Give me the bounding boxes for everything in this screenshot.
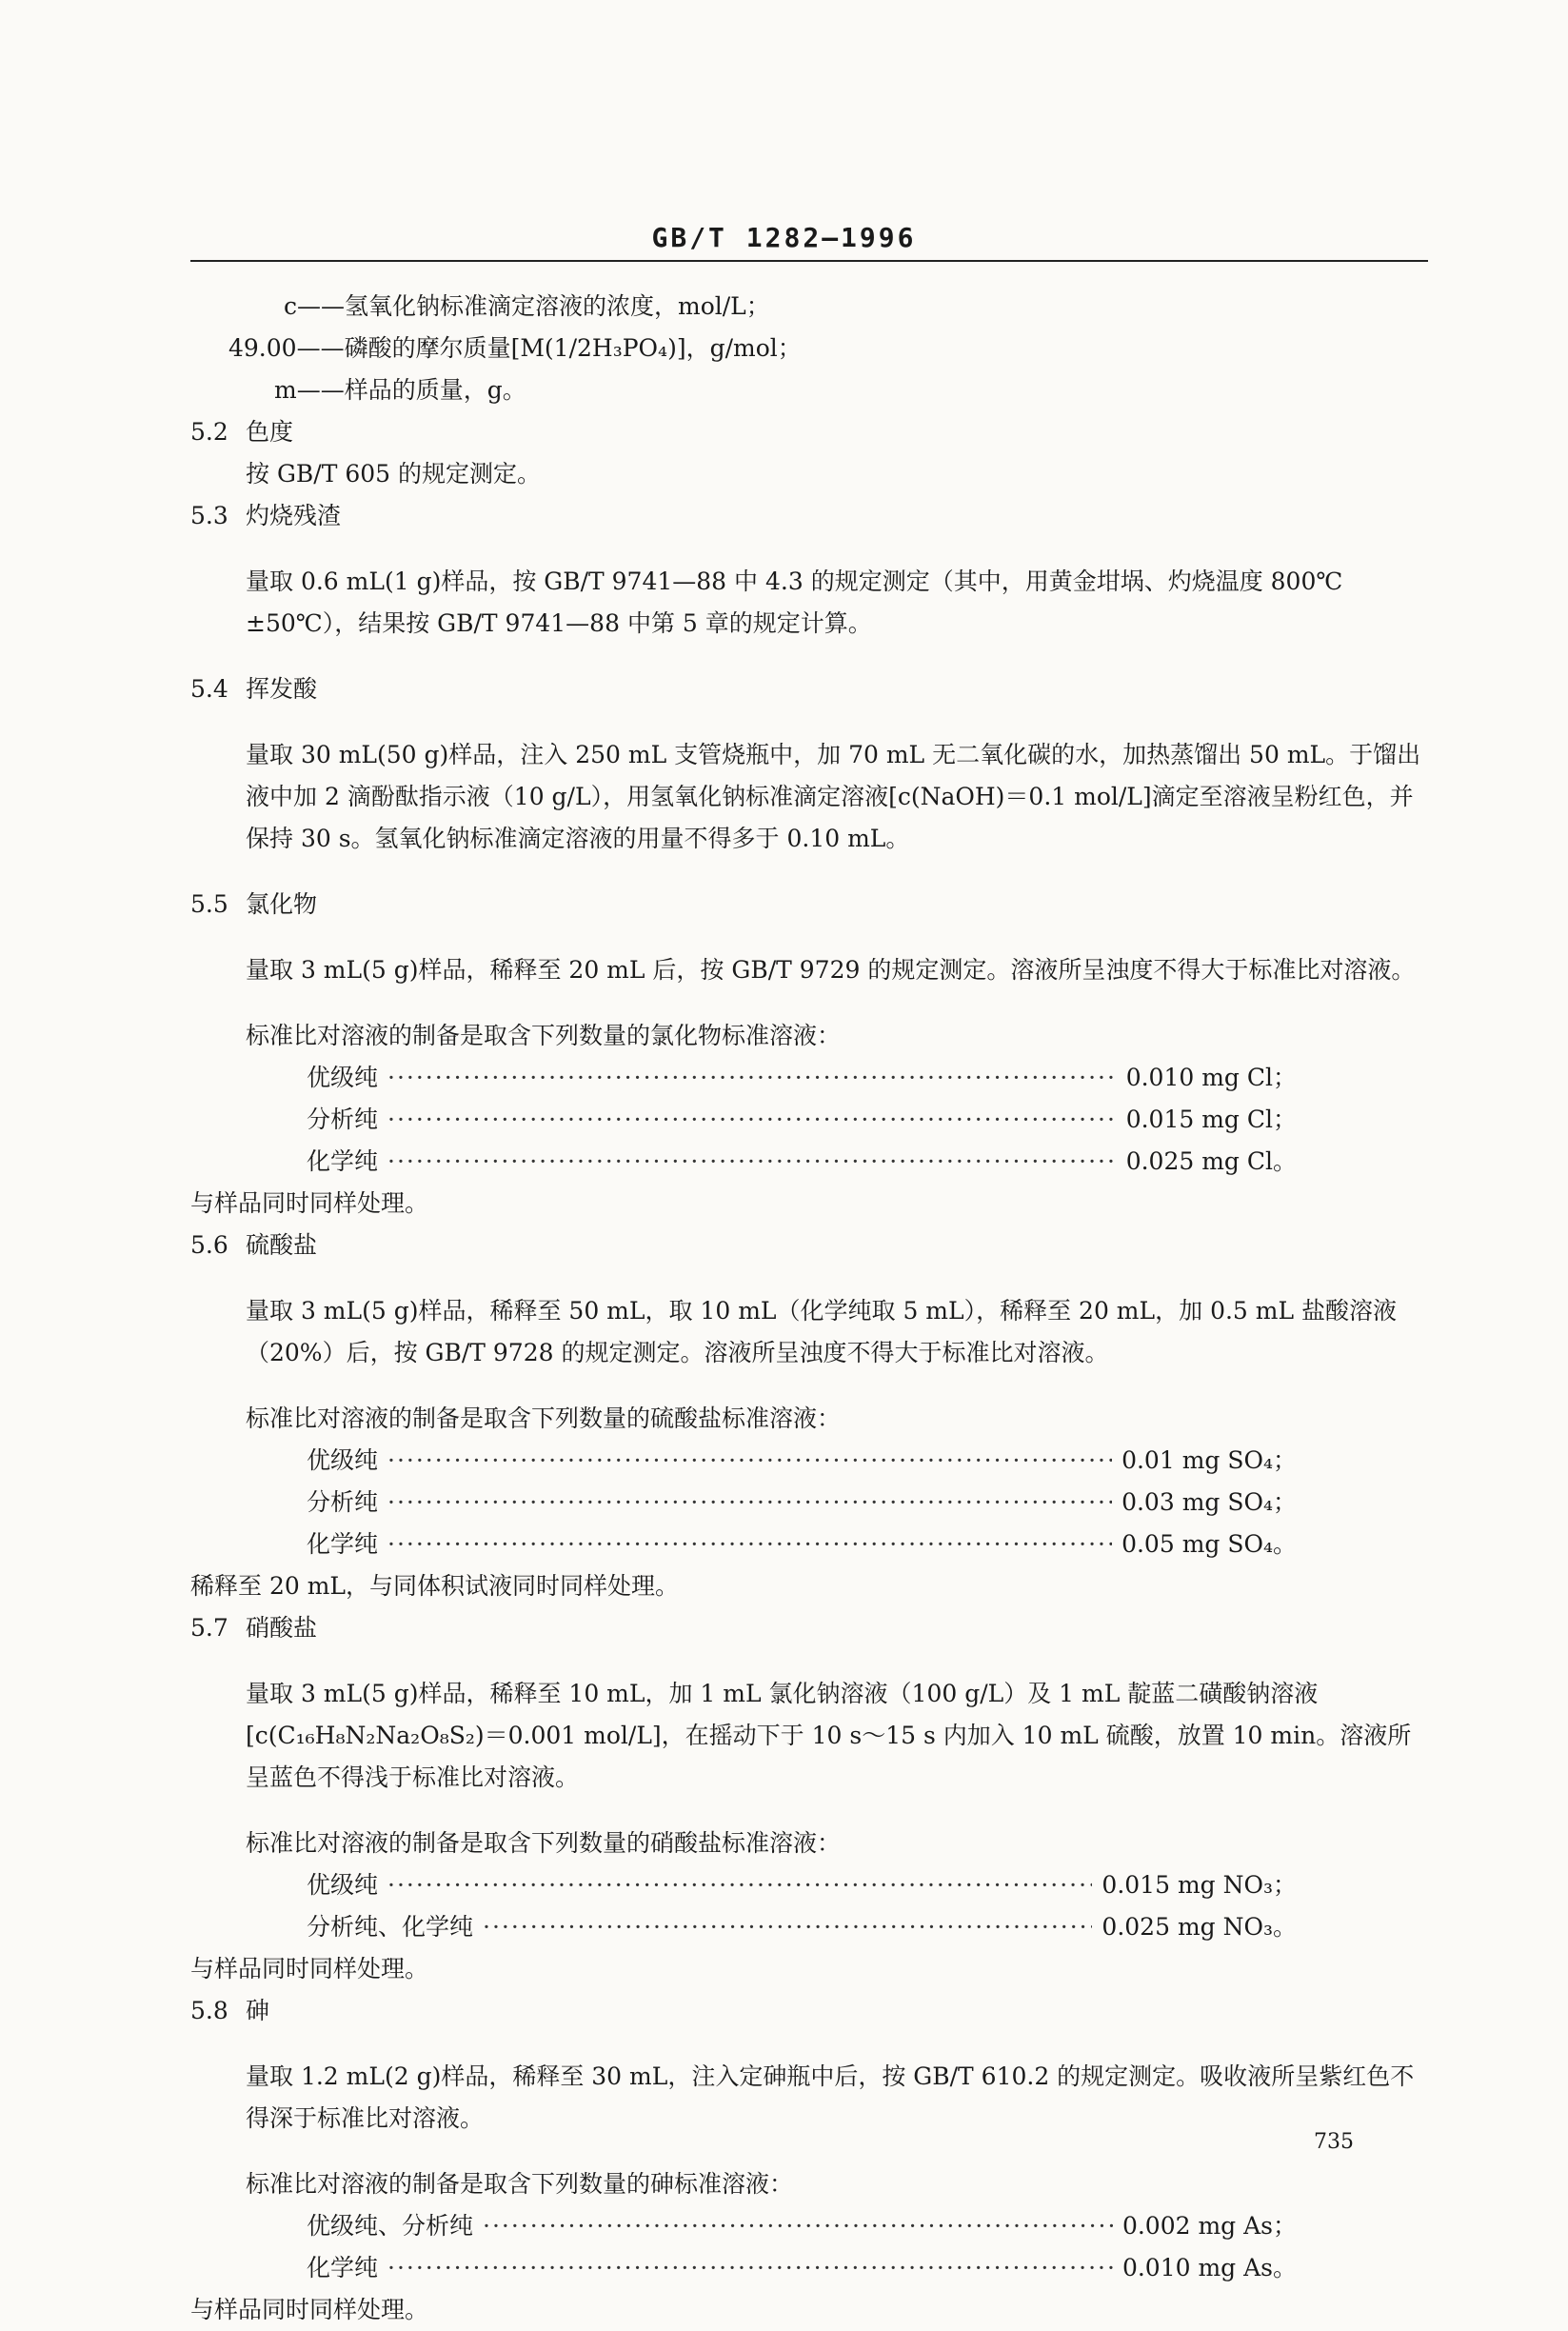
definition-c: c——氢氧化钠标准滴定溶液的浓度，mol/L； (284, 292, 770, 320)
section-heading: 5.2 色度 (190, 418, 294, 446)
standard-intro: 标准比对溶液的制备是取含下列数量的砷标准溶液： (246, 2170, 794, 2198)
after-note: 与样品同时同样处理。 (190, 2296, 429, 2323)
standard-intro: 标准比对溶液的制备是取含下列数量的氯化物标准溶液： (246, 1022, 842, 1049)
section-heading: 5.6 硫酸盐 (190, 1231, 318, 1259)
standard-row: 优级纯、分析纯 ····· 0.002 mg As； (307, 2205, 1297, 2247)
section-paragraph: 量取 3 mL(5 g)样品，稀释至 20 mL 后，按 GB/T 9729 的规定测定。溶液所呈浊度不得大于标准比对溶液。 (246, 956, 1416, 984)
standard-row: 化学纯 ····· 0.05 mg SO₄。 (307, 1524, 1297, 1565)
section-paragraph: 量取 0.6 mL(1 g)样品，按 GB/T 9741—88 中 4.3 的规定测定（其中，用黄金坩埚、灼烧温度 800℃ ±50℃），结果按 GB/T 9741—88 中第 5 章的规定计算。 (246, 568, 1343, 637)
standard-row: 化学纯 ····· 0.025 mg Cl。 (307, 1141, 1297, 1183)
section-paragraph: 量取 3 mL(5 g)样品，稀释至 10 mL，加 1 mL 氯化钠溶液（100 g/L）及 1 mL 靛蓝二磺酸钠溶液[c(C₁₆H₈N₂Na₂O₈S₂)＝0.001 mol/L]，在摇动下于 10 s～15 s 内加入 10 mL 硫酸，放置 10 min。溶液所呈蓝色不得浅于标准比对溶液。 (246, 1680, 1412, 1791)
page-content (190, 286, 1428, 2331)
definition-molar-mass: 49.00——磷酸的摩尔质量[M(1/2H₃PO₄)]，g/mol； (228, 334, 802, 362)
page-number: 735 (1314, 2130, 1354, 2154)
document-header: GB/T 1282—1996 (651, 222, 917, 253)
standard-intro: 标准比对溶液的制备是取含下列数量的硝酸盐标准溶液： (246, 1829, 842, 1857)
section-paragraph: 按 GB/T 605 的规定测定。 (246, 460, 541, 488)
section-paragraph: 量取 1.2 mL(2 g)样品，稀释至 30 mL，注入定砷瓶中后，按 GB/T 610.2 的规定测定。吸收液所呈紫红色不得深于标准比对溶液。 (246, 2062, 1415, 2132)
section-heading: 5.7 硝酸盐 (190, 1614, 318, 1642)
standard-row: 化学纯 ····· 0.010 mg As。 (307, 2247, 1297, 2289)
standard-row: 优级纯 ····· 0.015 mg NO₃； (307, 1864, 1297, 1906)
section-paragraph: 量取 3 mL(5 g)样品，稀释至 50 mL，取 10 mL（化学纯取 5 mL），稀释至 20 mL，加 0.5 mL 盐酸溶液（20%）后，按 GB/T 9728 的规定测定。溶液所呈浊度不得大于标准比对溶液。 (246, 1297, 1398, 1366)
standard-row: 优级纯 ····· 0.010 mg Cl； (307, 1057, 1297, 1099)
after-note: 与样品同时同样处理。 (190, 1189, 429, 1217)
standard-row: 分析纯、化学纯 ····· 0.025 mg NO₃。 (307, 1906, 1297, 1948)
section-heading: 5.3 灼烧残渣 (190, 502, 342, 529)
section-heading: 5.8 砷 (190, 1997, 270, 2024)
section-heading: 5.5 氯化物 (190, 890, 318, 918)
header-rule (190, 260, 1428, 262)
section-heading: 5.4 挥发酸 (190, 675, 318, 703)
standard-row: 分析纯 ····· 0.03 mg SO₄； (307, 1482, 1297, 1524)
section-paragraph: 量取 30 mL(50 g)样品，注入 250 mL 支管烧瓶中，加 70 mL 无二氧化碳的水，加热蒸馏出 50 mL。于馏出液中加 2 滴酚酞指示液（10 g/L），用氢氧化钠标准滴定溶液[c(NaOH)＝0.1 mol/L]滴定至溶液呈粉红色，并保持 30 s。氢氧化钠标准滴定溶液的用量不得多于 0.10 mL。 (246, 741, 1421, 852)
standard-row: 分析纯 ····· 0.015 mg Cl； (307, 1099, 1297, 1141)
standard-row: 优级纯 ····· 0.01 mg SO₄； (307, 1440, 1297, 1482)
standard-intro: 标准比对溶液的制备是取含下列数量的硫酸盐标准溶液： (246, 1405, 842, 1432)
after-note: 稀释至 20 mL，与同体积试液同时同样处理。 (190, 1572, 680, 1600)
after-note: 与样品同时同样处理。 (190, 1955, 429, 1982)
definition-m: m——样品的质量，g。 (274, 376, 526, 404)
